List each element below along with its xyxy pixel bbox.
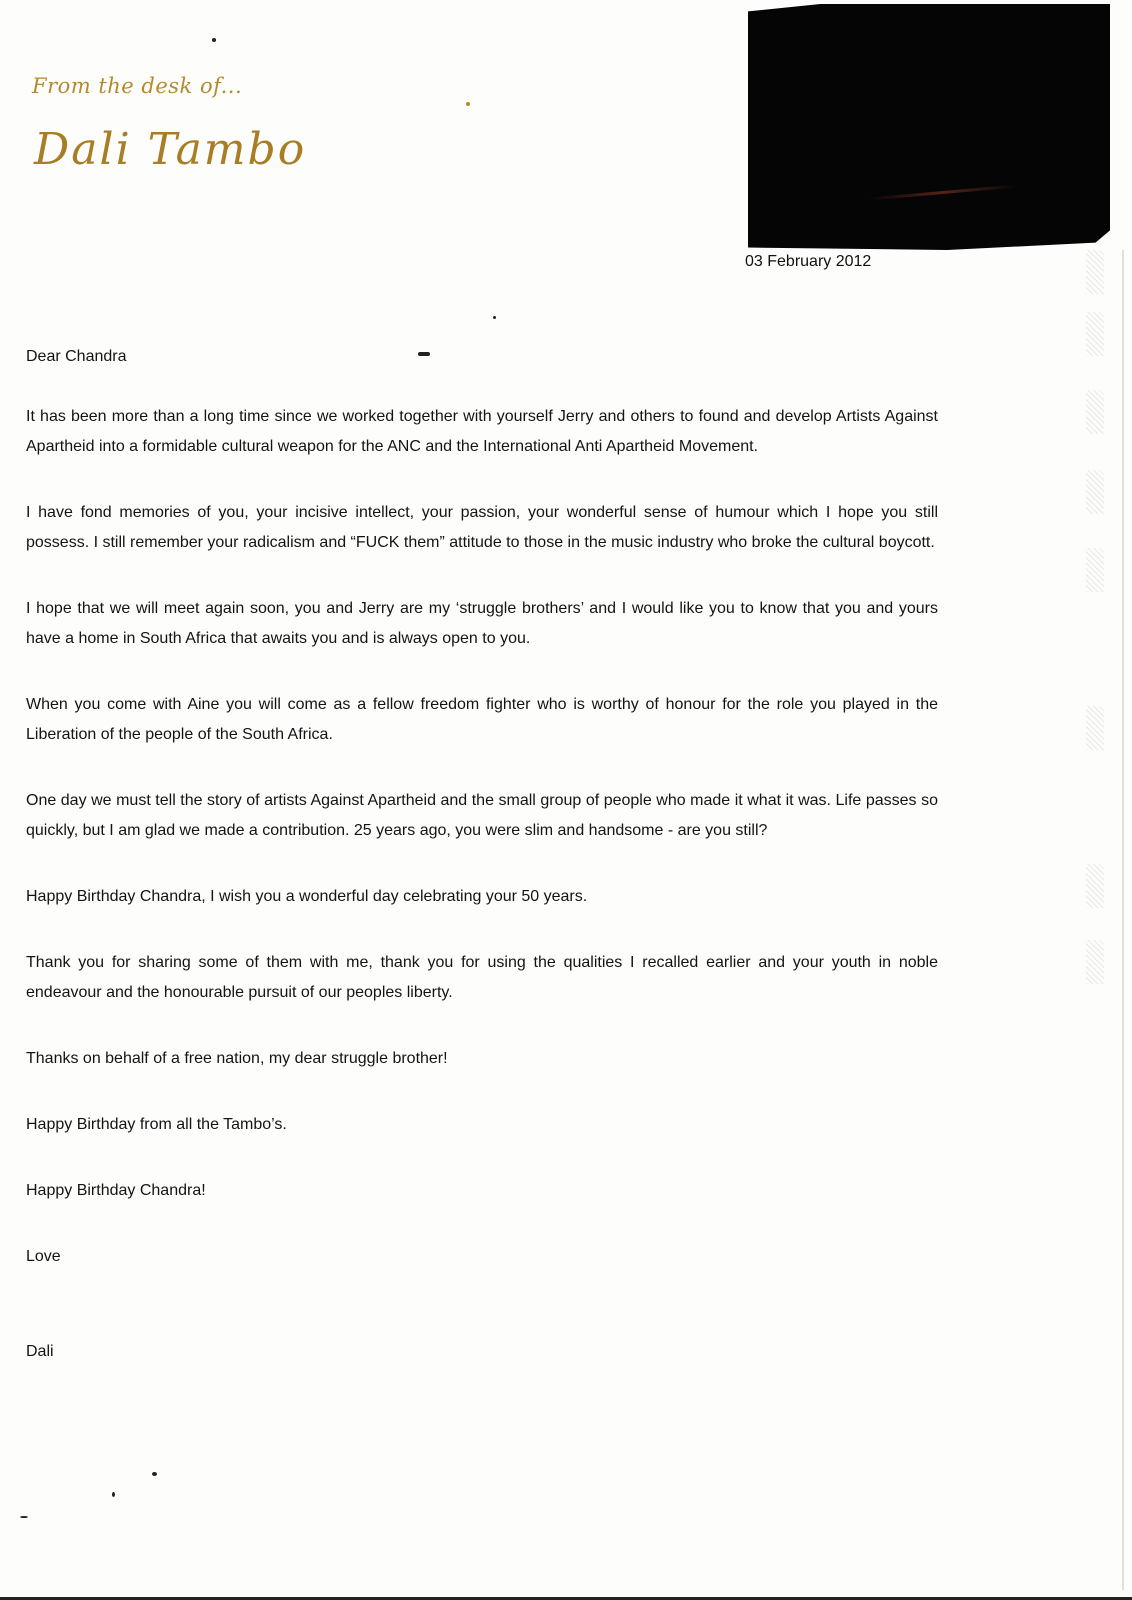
scan-edge-noise [1086,250,1104,294]
scan-edge-noise [1086,864,1104,908]
paragraph-1: It has been more than a long time since we worked together with yourself Jerry and others to found and develop Artists Against Apartheid into a formidable cultural weapon for the ANC and the International Anti Apartheid Movement. [26,408,938,455]
scan-edge-noise [1086,470,1104,514]
scan-edge-noise [1086,390,1104,434]
paragraph-9: Happy Birthday from all the Tambo’s. [26,1116,287,1133]
paragraph-8: Thanks on behalf of a free nation, my dear struggle brother! [26,1050,448,1067]
letterhead-name: Dali Tambo [34,124,307,175]
paragraph-3: I hope that we will meet again soon, you and Jerry are my ‘struggle brothers’ and I would like you to know that you and yours have a home in South Africa that awaits you and is always open to you. [26,600,938,647]
paragraph-4: When you come with Aine you will come as a fellow freedom fighter who is worthy of honour for the role you played in the Liberation of the people of the South Africa. [26,696,938,743]
scan-speck [418,352,430,356]
paragraph-6: Happy Birthday Chandra, I wish you a wonderful day celebrating your 50 years. [26,888,588,905]
scan-edge-noise [1086,548,1104,592]
paragraph-10: Happy Birthday Chandra! [26,1182,206,1199]
scan-speck [466,102,470,106]
salutation: Dear Chandra [26,348,127,365]
scan-speck [493,316,496,319]
closing: Love [26,1248,61,1265]
letterhead-from-line: From the desk of... [32,74,243,98]
scan-speck [20,1516,28,1518]
scan-speck [152,1472,157,1476]
scan-right-edge [1122,250,1124,1590]
signature: Dali [26,1343,54,1360]
letter-body [26,342,938,1403]
redacted-block [748,4,1110,250]
scan-speck [112,1492,115,1497]
scan-edge-noise [1086,940,1104,984]
letter-date: 03 February 2012 [745,253,872,270]
scan-edge-noise [1086,706,1104,750]
scan-speck [212,38,216,42]
paragraph-5: One day we must tell the story of artists Against Apartheid and the small group of people who made it what it was. Life passes so quickly, but I am glad we made a contribution. 25 years ago, you were slim and handsome - are you still? [26,792,938,839]
paragraph-2: I have fond memories of you, your incisive intellect, your passion, your wonderful sense of humour which I hope you still possess. I still remember your radicalism and “FUCK them” attitude to those in the music industry who broke the cultural boycott. [26,504,938,551]
paragraph-7: Thank you for sharing some of them with me, thank you for using the qualities I recalled earlier and your youth in noble endeavour and the honourable pursuit of our peoples liberty. [26,954,938,1001]
scan-edge-noise [1086,312,1104,356]
